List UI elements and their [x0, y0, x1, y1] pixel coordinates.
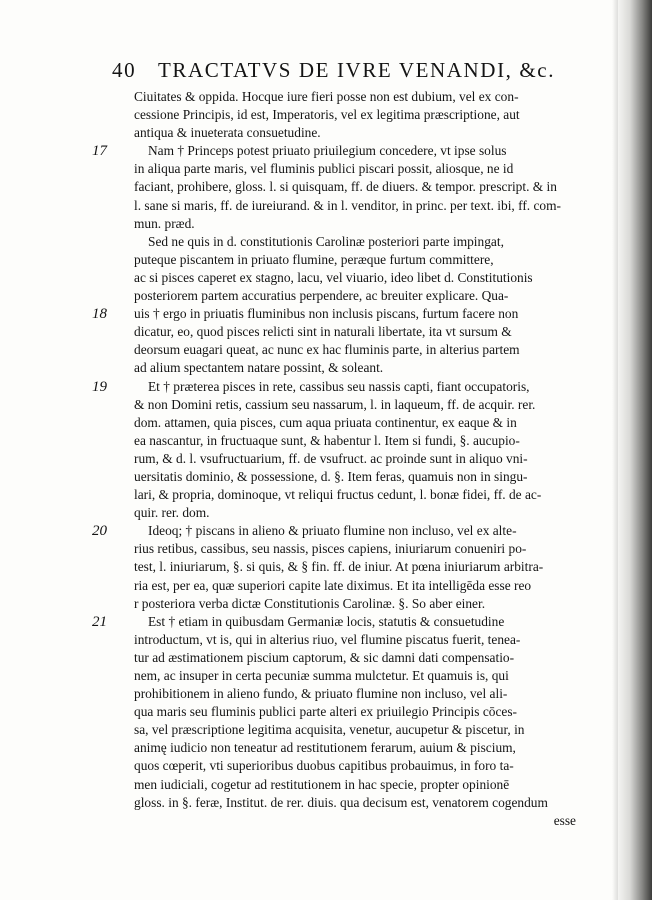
text-line: uis † ergo in priuatis fluminibus non inclusis piscans, furtum facere non: [134, 306, 519, 322]
text-line: quir. rer. dom.: [134, 505, 210, 521]
text-line: cessione Principis, id est, Imperatoris, vel ex legitima præscriptione, aut: [134, 107, 520, 123]
text-line: tur ad æstimationem piscium captorum, & sic damni dati compensatio-: [134, 649, 515, 665]
margin-number: 19: [92, 378, 107, 395]
text-line: dom. attamen, quia pisces, cum aqua priuata continentur, ex eaque & in: [134, 414, 517, 430]
body-text: [134, 88, 582, 830]
text-line: sa, vel præscriptione legitima acquisita, venetur, aucupetur & piscetur, in: [134, 722, 525, 738]
text-line: test, l. iniuriarum, §. si quis, & § fin. ff. de iniur. At pœna iniuriarum arbitra-: [134, 559, 544, 575]
text-line: dicatur, eo, quod pisces relicti sint in naturali libertate, ita vt sursum &: [134, 324, 512, 340]
margin-number: 18: [92, 306, 107, 323]
book-spine: [618, 0, 652, 900]
text-line: Nam † Princeps potest priuato priuilegium concedere, vt ipse solus: [148, 143, 507, 159]
text-line: ea nascantur, in fructuaque sunt, & habentur l. Item si fundi, §. aucupio-: [134, 432, 520, 448]
text-line: rum, & d. l. vsufructuarium, ff. de vsufruct. ac proinde sunt in aliquo vni-: [134, 450, 528, 466]
text-line: ad alium spectantem natare possint, & soleant.: [134, 360, 384, 376]
text-line: faciant, prohibere, gloss. l. si quisquam, ff. de diuers. & tempor. prescript. & in: [134, 179, 557, 195]
text-line: l. sane si maris, ff. de iureiurand. & in l. venditor, in princ. per text. ibi, ff. com-: [134, 197, 561, 213]
running-title: TRACTATVS DE IVRE VENANDI, &c.: [158, 58, 556, 82]
text-line: Et † præterea pisces in rete, cassibus seu nassis capti, fiant occupatoris,: [148, 378, 530, 394]
page-number: 40: [112, 58, 137, 82]
text-line: ria est, per ea, quæ superiori capite late diximus. Et ita intelligēda esse reo: [134, 577, 532, 593]
text-line: Ciuitates & oppida. Hocque iure fieri posse non est dubium, vel ex con-: [134, 89, 519, 104]
text-line: qua maris seu fluminis publici parte alteri ex priuilegio Principis cōces-: [134, 704, 518, 720]
text-line: uersitatis dominio, & possessione, d. §. Item feras, quamuis non in singu-: [134, 468, 528, 484]
text-line: deorsum euagari queat, ac nunc ex hac fluminis parte, in alterius partem: [134, 342, 520, 358]
text-line: Sed ne quis in d. constitutionis Carolinæ posteriori parte impingat,: [148, 233, 504, 249]
text-line: lari, & propria, dominoque, vt reliqui fructus cedunt, l. bonæ fidei, ff. de ac-: [134, 487, 542, 503]
text-line: Ideoq; † piscans in alieno & priuato flumine non incluso, vel ex alte-: [148, 523, 517, 539]
text-line: introductum, vt is, qui in alterius riuo, vel flumine piscatus fuerit, tenea-: [134, 631, 521, 647]
running-header: [112, 58, 582, 86]
text-line: ac si pisces caperet ex stagno, lacu, vel viuario, ideo libet d. Constitutionis: [134, 269, 533, 285]
text-line: men iudiciali, cogetur ad restitutionem in hac specie, propter opinionē: [134, 776, 510, 792]
text-line: puteque piscantem in priuato flumine, peræque furtum committere,: [134, 251, 494, 267]
text-line: mun. præd.: [134, 215, 195, 231]
margin-number: 21: [92, 613, 107, 630]
text-line: quos cœperit, vti superioribus duobus capitibus probauimus, in foro ta-: [134, 758, 514, 774]
text-line: esse: [553, 812, 576, 828]
text-line: prohibitionem in alieno fundo, & priuato flumine non incluso, vel ali-: [134, 686, 508, 702]
text-line: rius retibus, cassibus, seu nassis, pisces capiens, iniuriarum conueniri po-: [134, 541, 527, 557]
text-line: in aliqua parte maris, vel fluminis publici piscari possit, aliosque, ne id: [134, 161, 514, 177]
text-line: posteriorem partem accuratius perpendere, ac breuiter explicare. Qua-: [134, 288, 509, 304]
margin-number: 17: [92, 143, 107, 160]
text-line: animę iudicio non teneatur ad restitutionem ferarum, auium & piscium,: [134, 740, 516, 756]
text-line: Est † etiam in quibusdam Germaniæ locis, statutis & consuetudine: [148, 613, 505, 629]
text-line: & non Domini retis, cassium seu nassarum, l. in laqueum, ff. de acquir. rer.: [134, 396, 536, 412]
text-line: antiqua & inueterata consuetudine.: [134, 125, 321, 141]
margin-number: 20: [92, 523, 107, 540]
text-line: r posteriora verba dictæ Constitutionis Carolinæ. §. So aber einer.: [134, 595, 486, 611]
text-line: gloss. in §. feræ, Institut. de rer. diuis. qua decisum est, venatorem cogendum: [134, 794, 548, 810]
text-line: nem, ac insuper in certa pecuniæ summa mulctetur. Et quamuis is, qui: [134, 668, 509, 683]
